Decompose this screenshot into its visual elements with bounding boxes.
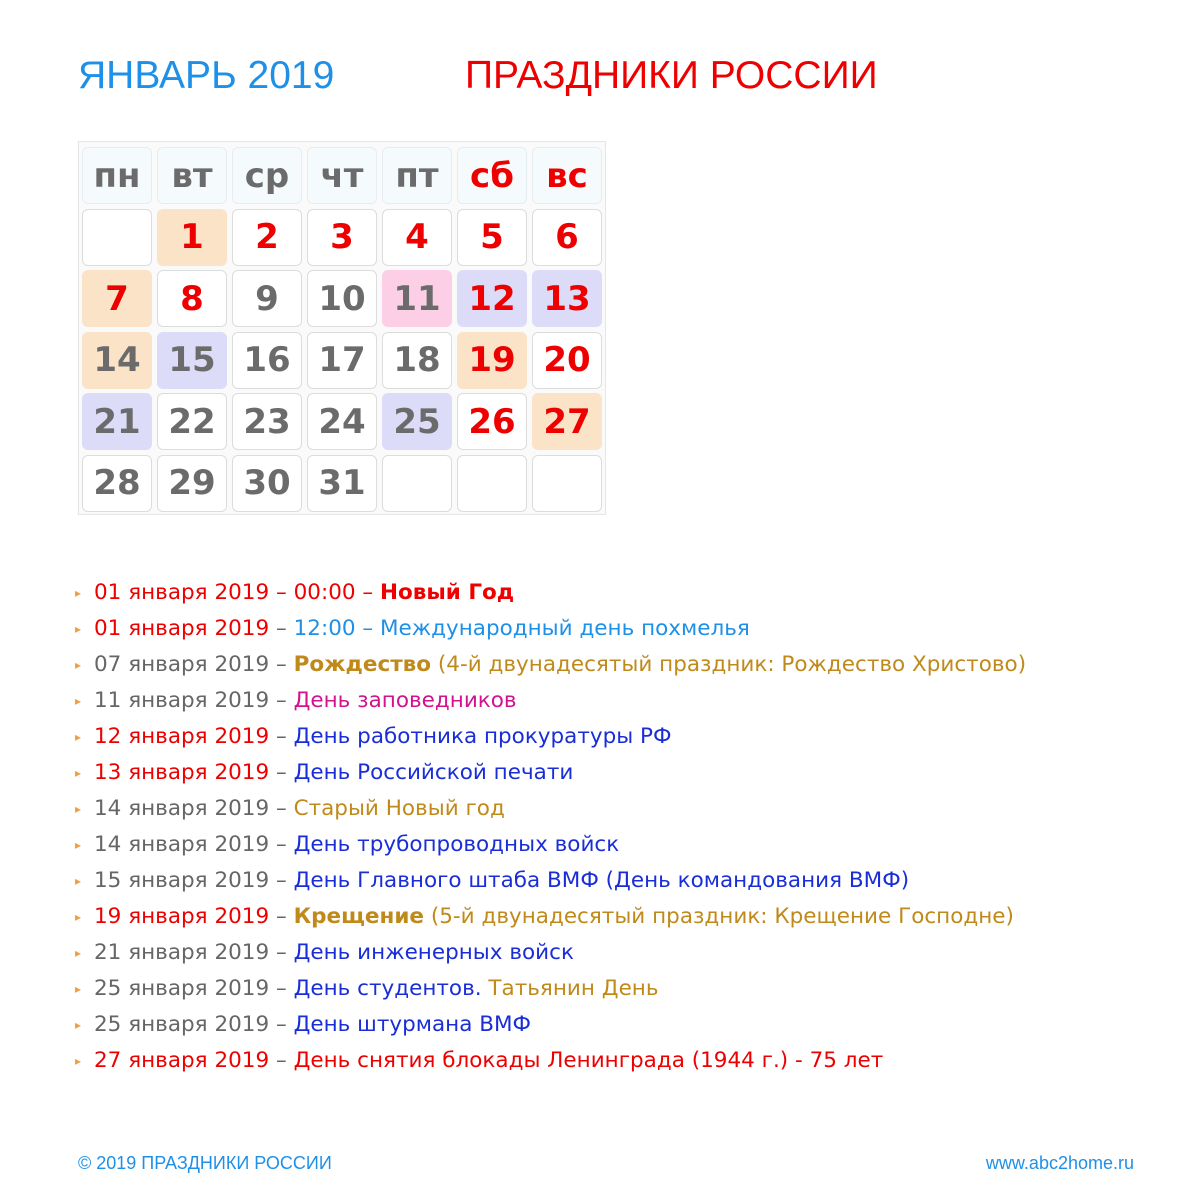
day-cell: 15 [157,332,227,389]
event-item [75,647,1175,683]
weekday-header: ср [232,147,302,204]
weekday-header: сб [457,147,527,204]
event-item [75,1007,1175,1043]
event-text: 14 января 2019 – [94,796,294,821]
bullet-arrow-icon: ▸ [75,802,82,816]
event-item [75,575,1175,611]
event-text: – [269,1048,294,1073]
event-text: Татьянин День [481,976,659,1001]
event-item [75,683,1175,719]
month-title: ЯНВАРЬ 2019 [78,54,335,97]
bullet-arrow-icon: ▸ [75,1054,82,1068]
empty-cell [532,455,602,512]
footer-copyright: © 2019 ПРАЗДНИКИ РОССИИ [78,1153,332,1173]
day-cell: 31 [307,455,377,512]
event-text: 01 января 2019 [94,580,270,605]
bullet-arrow-icon: ▸ [75,910,82,924]
weekday-header: вт [157,147,227,204]
event-item [75,719,1175,755]
event-item [75,899,1175,935]
event-item [75,935,1175,971]
day-cell: 2 [232,209,302,266]
weekday-header: пт [382,147,452,204]
event-text: Крещение [293,904,424,929]
event-text: – [269,724,294,749]
event-text: 27 января 2019 [94,1048,270,1073]
event-text: Рождество [293,652,432,677]
event-text: – [269,616,294,641]
event-text: День инженерных войск [293,940,574,965]
day-cell: 6 [532,209,602,266]
event-text: 25 января 2019 – [94,1012,294,1037]
empty-cell [457,455,527,512]
day-cell: 9 [232,270,302,327]
bullet-arrow-icon: ▸ [75,946,82,960]
day-cell: 29 [157,455,227,512]
day-cell: 12 [457,270,527,327]
event-text: День студентов. [293,976,482,1001]
day-cell: 18 [382,332,452,389]
day-cell: 23 [232,393,302,450]
bullet-arrow-icon: ▸ [75,694,82,708]
event-text: Новый Год [379,580,515,605]
event-text: День штурмана ВМФ [293,1012,532,1037]
day-cell: 11 [382,270,452,327]
empty-cell [382,455,452,512]
bullet-arrow-icon: ▸ [75,730,82,744]
event-text: 01 января 2019 [94,616,270,641]
day-cell: 20 [532,332,602,389]
day-cell: 16 [232,332,302,389]
event-text: День Главного штаба ВМФ (День командования ВМФ) [293,868,910,893]
bullet-arrow-icon: ▸ [75,622,82,636]
event-text: 14 января 2019 – [94,832,294,857]
day-cell: 26 [457,393,527,450]
event-text: 15 января 2019 – [94,868,294,893]
day-cell: 30 [232,455,302,512]
event-text: (5-й двунадесятый праздник: Крещение Господне) [424,904,1014,929]
event-text: (4-й двунадесятый праздник: Рождество Христово) [431,652,1027,677]
day-cell: 27 [532,393,602,450]
bullet-arrow-icon: ▸ [75,658,82,672]
event-text: 13 января 2019 [94,760,270,785]
event-item [75,971,1175,1007]
event-item [75,755,1175,791]
event-text: 19 января 2019 [94,904,270,929]
day-cell: 21 [82,393,152,450]
event-text: Старый Новый год [293,796,505,821]
event-text: День работника прокуратуры РФ [293,724,672,749]
day-cell: 25 [382,393,452,450]
day-cell: 19 [457,332,527,389]
calendar-grid [78,141,606,515]
bullet-arrow-icon: ▸ [75,874,82,888]
event-text: День трубопроводных войск [293,832,620,857]
day-cell: 3 [307,209,377,266]
day-cell: 1 [157,209,227,266]
day-cell: 28 [82,455,152,512]
bullet-arrow-icon: ▸ [75,982,82,996]
bullet-arrow-icon: ▸ [75,586,82,600]
event-text: – [269,904,294,929]
events-list [75,575,1175,1079]
event-text: – 00:00 – [269,580,380,605]
event-text: День снятия блокады Ленинграда (1944 г.) - 75 лет [293,1048,884,1073]
event-text: 11 января 2019 – [94,688,294,713]
bullet-arrow-icon: ▸ [75,838,82,852]
day-cell: 4 [382,209,452,266]
day-cell: 22 [157,393,227,450]
day-cell: 10 [307,270,377,327]
day-cell: 7 [82,270,152,327]
day-cell: 8 [157,270,227,327]
footer-website-link[interactable]: www.abc2home.ru [985,1153,1134,1173]
event-item [75,863,1175,899]
event-item [75,1043,1175,1079]
event-text: 12:00 – Международный день похмелья [293,616,750,641]
weekday-header: пн [82,147,152,204]
weekday-header: вс [532,147,602,204]
event-text: День Российской печати [293,760,574,785]
event-text: – [269,760,294,785]
day-cell: 13 [532,270,602,327]
event-text: 12 января 2019 [94,724,270,749]
weekday-header: чт [307,147,377,204]
day-cell: 14 [82,332,152,389]
event-text: 07 января 2019 – [94,652,294,677]
event-text: День заповедников [293,688,517,713]
bullet-arrow-icon: ▸ [75,766,82,780]
day-cell: 17 [307,332,377,389]
event-item [75,791,1175,827]
bullet-arrow-icon: ▸ [75,1018,82,1032]
event-item [75,827,1175,863]
holidays-title: ПРАЗДНИКИ РОССИИ [465,54,878,97]
day-cell: 24 [307,393,377,450]
event-text: 21 января 2019 – [94,940,294,965]
day-cell: 5 [457,209,527,266]
empty-cell [82,209,152,266]
event-item [75,611,1175,647]
event-text: 25 января 2019 – [94,976,294,1001]
